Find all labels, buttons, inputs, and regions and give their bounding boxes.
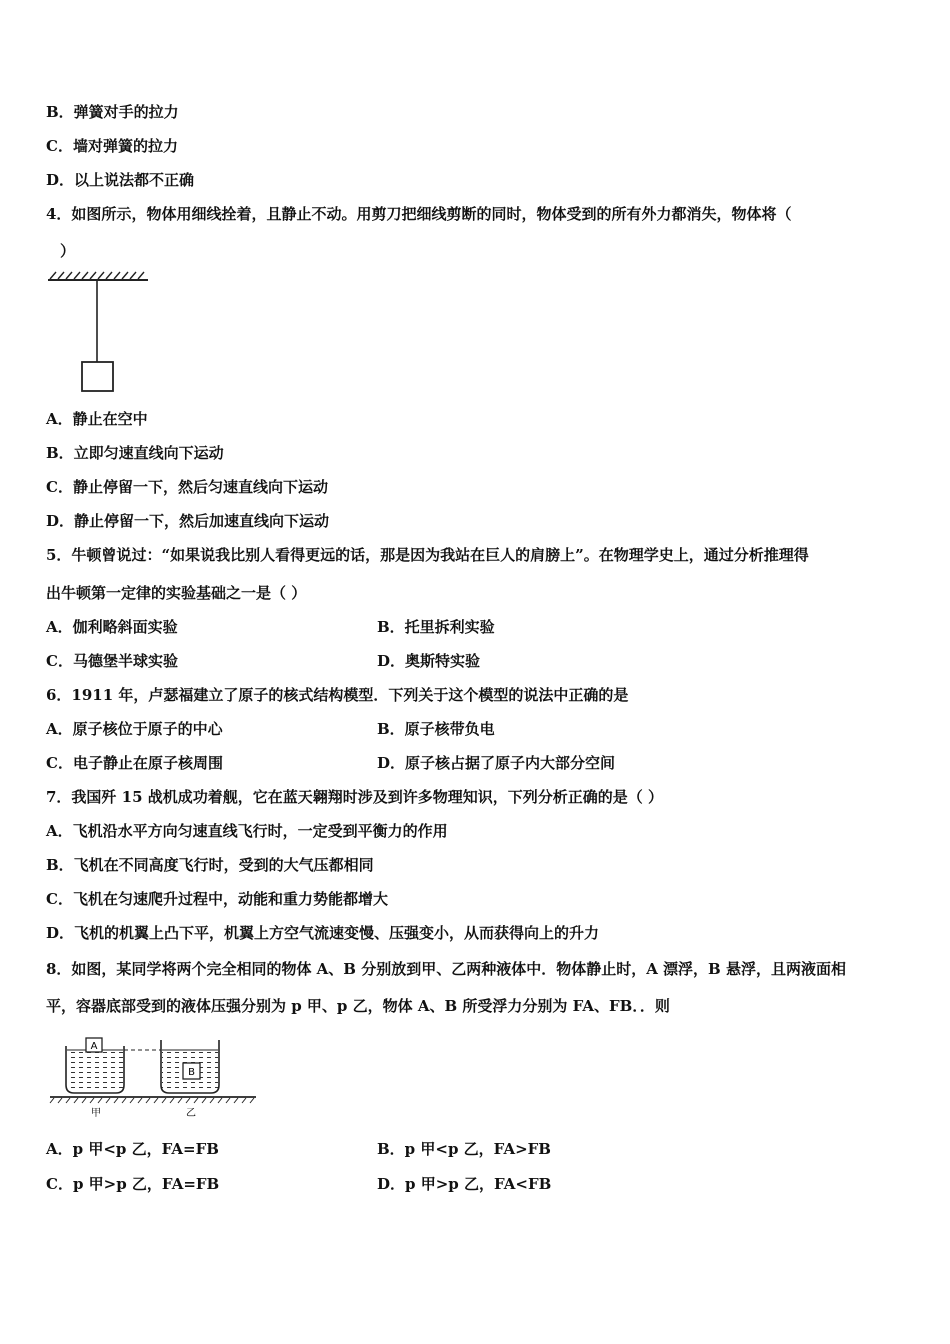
q8-option-a: A．p 甲<p 乙，FA=FB bbox=[46, 1140, 219, 1158]
q6-option-b: B．原子核带负电 bbox=[377, 720, 495, 738]
q3-option-c: C．墙对弹簧的拉力 bbox=[46, 137, 178, 155]
block-b-label: B bbox=[188, 1067, 195, 1078]
q4-option-c: C．静止停留一下，然后匀速直线向下运动 bbox=[46, 478, 328, 496]
q5-stem-line1: 5．牛顿曾说过：“如果说我比别人看得更远的话，那是因为我站在巨人的肩膀上”。在物理学史上，通过分析推理得 bbox=[46, 546, 809, 564]
q4-option-d: D．静止停留一下，然后加速直线向下运动 bbox=[46, 512, 330, 530]
q7-option-a: A．飞机沿水平方向匀速直线飞行时，一定受到平衡力的作用 bbox=[46, 822, 448, 840]
q8-stem-line1: 8．如图，某同学将两个完全相同的物体 A、B 分别放到甲、乙两种液体中．物体静止时，A 漂浮，B 悬浮，且两液面相 bbox=[46, 960, 846, 978]
label-yi: 乙 bbox=[186, 1108, 196, 1119]
block-a-label: A bbox=[90, 1041, 98, 1052]
liquid-left bbox=[67, 1050, 123, 1092]
q7-option-c: C．飞机在匀速爬升过程中，动能和重力势能都增大 bbox=[46, 890, 388, 908]
q5-option-a: A．伽利略斜面实验 bbox=[46, 618, 178, 636]
q5-stem-line2: 出牛顿第一定律的实验基础之一是（ ） bbox=[46, 584, 307, 602]
q7-option-d: D．飞机的机翼上凸下平，机翼上方空气流速变慢、压强变小，从而获得向上的升力 bbox=[46, 924, 600, 942]
two-containers-diagram bbox=[46, 1030, 260, 1124]
q6-option-c: C．电子静止在原子核周围 bbox=[46, 754, 223, 772]
hanging-block-diagram bbox=[44, 268, 154, 396]
q4-stem-line2: ） bbox=[60, 242, 76, 260]
q8-option-c: C．p 甲>p 乙，FA=FB bbox=[46, 1175, 220, 1193]
q8-stem-line2: 平，容器底部受到的液体压强分别为 p 甲、p 乙，物体 A、B 所受浮力分别为 FA、FB．．则 bbox=[46, 997, 670, 1015]
q8-option-b: B．p 甲<p 乙，FA>FB bbox=[377, 1140, 551, 1158]
q6-stem: 6．1911 年，卢瑟福建立了原子的核式结构模型．下列关于这个模型的说法中正确的是 bbox=[46, 686, 629, 704]
q3-option-b: B．弹簧对手的拉力 bbox=[46, 103, 179, 121]
q5-option-c: C．马德堡半球实验 bbox=[46, 652, 178, 670]
q7-stem: 7．我国歼 15 战机成功着舰，它在蓝天翱翔时涉及到许多物理知识，下列分析正确的是（ ） bbox=[46, 788, 663, 806]
q7-option-b: B．飞机在不同高度飞行时，受到的大气压都相同 bbox=[46, 856, 374, 874]
label-jia: 甲 bbox=[91, 1108, 101, 1119]
q8-option-d: D．p 甲>p 乙，FA<FB bbox=[377, 1175, 552, 1193]
block bbox=[82, 362, 113, 391]
q5-option-d: D．奥斯特实验 bbox=[377, 652, 481, 670]
q5-option-b: B．托里拆利实验 bbox=[377, 618, 495, 636]
q4-option-a: A．静止在空中 bbox=[46, 410, 148, 428]
q6-option-d: D．原子核占据了原子内大部分空间 bbox=[377, 754, 616, 772]
q3-option-d: D．以上说法都不正确 bbox=[46, 171, 195, 189]
q4-stem-line1: 4．如图所示，物体用细线拴着，且静止不动。用剪刀把细线剪断的同时，物体受到的所有外力都消失，物体将（ bbox=[46, 205, 792, 223]
q6-option-a: A．原子核位于原子的中心 bbox=[46, 720, 223, 738]
q4-option-b: B．立即匀速直线向下运动 bbox=[46, 444, 224, 462]
